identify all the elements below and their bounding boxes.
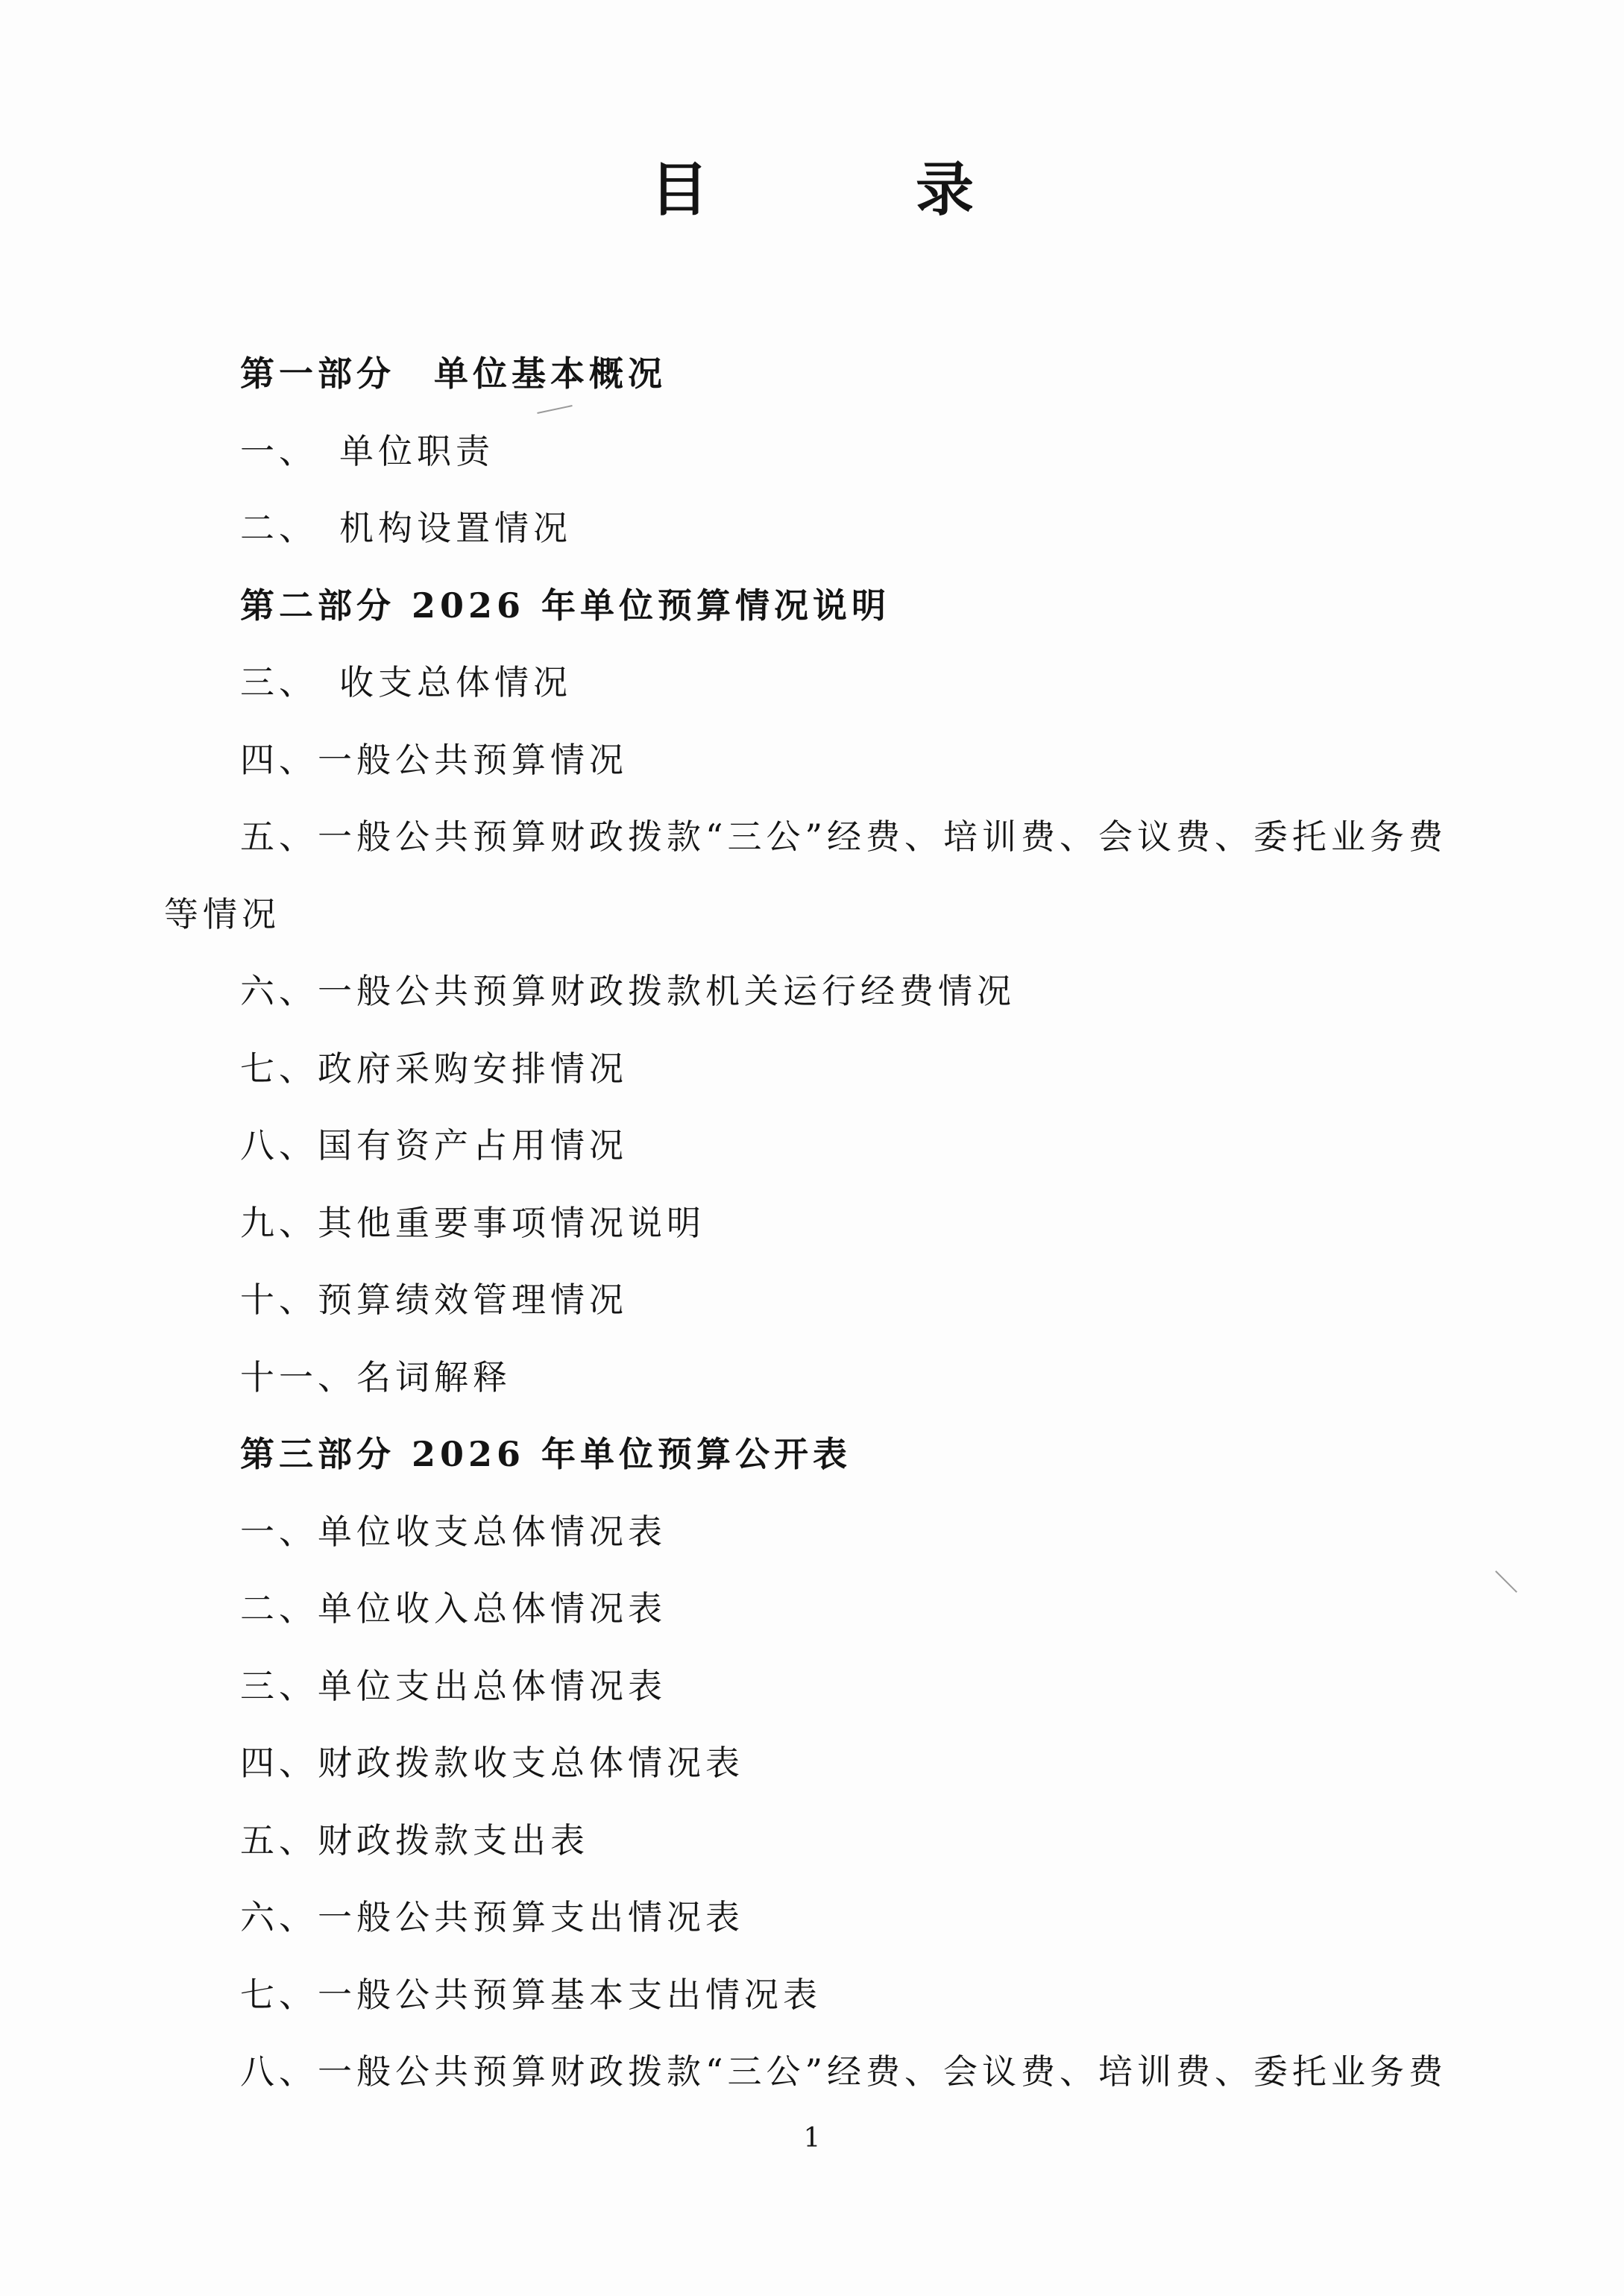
toc-item: 三、单位支出总体情况表 (240, 1665, 667, 1706)
toc-item: 九、其他重要事项情况说明 (240, 1202, 705, 1243)
toc-item: 七、政府采购安排情况 (240, 1048, 628, 1089)
toc-section-heading: 第二部分 2026 年单位预算情况说明 (240, 585, 891, 626)
toc-item: 四、一般公共预算情况 (240, 739, 628, 780)
toc-item: 一、 单位职责 (240, 430, 494, 471)
toc-item: 十一、名词解释 (240, 1356, 512, 1397)
toc-item-continuation: 等情况 (164, 893, 280, 934)
toc-item: 八、一般公共预算财政拨款“三公”经费、会议费、培训费、委托业务费 (240, 2051, 1448, 2092)
toc-section-heading: 第三部分 2026 年单位预算公开表 (240, 1434, 852, 1474)
toc-item: 六、一般公共预算支出情况表 (240, 1897, 744, 1937)
toc-item: 四、财政拨款收支总体情况表 (240, 1743, 744, 1783)
toc-section-heading: 第一部分 单位基本概况 (240, 353, 667, 394)
table-of-contents (164, 336, 1478, 2111)
toc-item: 八、国有资产占用情况 (240, 1125, 628, 1166)
page-title: 目 录 (649, 156, 1048, 224)
toc-item: 五、财政拨款支出表 (240, 1819, 589, 1861)
scan-artifact (1495, 1570, 1517, 1593)
toc-item-wrapped (164, 799, 1478, 953)
toc-item: 六、一般公共预算财政拨款机关运行经费情况 (240, 971, 1016, 1011)
toc-item: 二、单位收入总体情况表 (240, 1588, 667, 1629)
toc-item-first-line: 五、一般公共预算财政拨款“三公”经费、培训费、会议费、委托业务费 (240, 817, 1448, 857)
toc-item: 十、预算绩效管理情况 (240, 1280, 628, 1320)
toc-item: 三、 收支总体情况 (240, 662, 572, 702)
toc-item: 一、单位收支总体情况表 (240, 1511, 667, 1552)
toc-item: 二、 机构设置情况 (240, 508, 572, 548)
toc-item: 七、一般公共预算基本支出情况表 (240, 1974, 822, 2015)
page-number: 1 (803, 2123, 821, 2154)
